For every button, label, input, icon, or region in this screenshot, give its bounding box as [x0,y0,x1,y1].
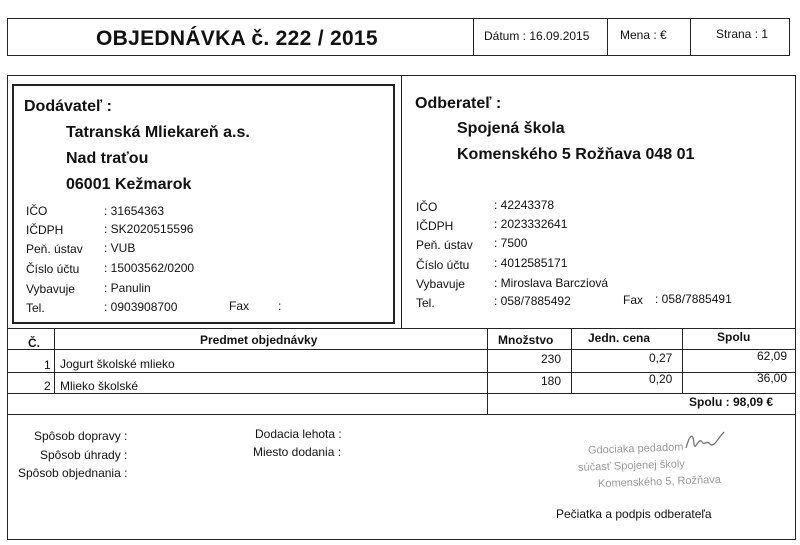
stamp-text-line-2: súčasť Spojenej školy [577,458,686,474]
customer-ico: : 42243378 [494,198,555,212]
row-2-unit-price: 0,20 [649,372,673,386]
supplier-contact: : Panulin [104,281,151,295]
page-title: OBJEDNÁVKA č. 222 / 2015 [96,27,378,50]
customer-address: Komenského 5 Rožňava 048 01 [457,146,695,163]
row-2-qty: 180 [541,374,562,388]
customer-contact: : Miroslava Barcziová [494,276,609,290]
customer-icdph: : 2023332641 [494,217,568,231]
payment-label: Spôsob úhrady : [40,448,128,462]
supplier-icdph-label: IČDPH [26,223,64,237]
row-1-no: 1 [44,358,51,372]
customer-bank: : 7500 [494,236,528,250]
customer-fax: : 058/7885491 [655,292,732,306]
supplier-contact-label: Vybavuje [26,282,75,296]
supplier-heading: Dodávateľ : [24,98,112,115]
table-col-line [571,328,572,393]
signature-scribble-icon [684,428,728,454]
supplier-fax: : [278,299,282,313]
supplier-bank-label: Peň. ústav [26,242,83,256]
supplier-street: Nad traťou [66,150,149,167]
supplier-account: : 15003562/0200 [104,261,195,275]
col-header-qty: Množstvo [498,333,554,347]
customer-heading: Odberateľ : [415,95,502,112]
customer-tel-label: Tel. [416,296,435,310]
row-2-total: 36,00 [757,371,788,385]
col-header-subject: Predmet objednávky [200,333,318,347]
col-header-no: Č. [28,336,40,350]
row-1-subject: Jogurt školské mlieko [60,357,175,371]
delivery-term-label: Dodacia lehota : [255,427,342,441]
supplier-icdph: : SK2020515596 [104,222,194,236]
customer-name: Spojená škola [457,120,565,137]
supplier-tel: : 0903908700 [104,300,178,314]
table-top-line [7,328,796,329]
table-col-line [487,328,488,414]
customer-bank-label: Peň. ústav [416,238,473,252]
signature-label: Pečiatka a podpis odberateľa [556,507,712,521]
supplier-ico-label: IČO [26,204,48,218]
delivery-place-label: Miesto dodania : [253,445,342,459]
table-header-line [7,349,796,350]
header-divider [607,18,608,56]
row-2-no: 2 [44,379,51,393]
customer-ico-label: IČO [416,200,438,214]
order-total: Spolu : 98,09 € [689,395,774,409]
row-2-subject: Mlieko školské [60,379,139,393]
customer-account: : 4012585171 [494,256,568,270]
customer-icdph-label: IČDPH [416,219,454,233]
col-header-unit-price: Jedn. cena [588,331,651,345]
header-divider [473,18,474,56]
customer-contact-label: Vybavuje [416,277,465,291]
party-divider [401,75,402,328]
supplier-tel-label: Tel. [26,301,45,315]
customer-account-label: Číslo účtu [416,258,470,272]
table-col-line [682,328,683,393]
supplier-account-label: Číslo účtu [26,262,80,276]
supplier-city: 06001 Kežmarok [66,176,192,193]
table-row-line [7,393,796,394]
supplier-bank: : VUB [104,241,136,255]
table-sum-line [7,414,796,415]
order-date: Dátum : 16.09.2015 [484,29,590,43]
supplier-fax-label: Fax [229,299,250,313]
table-col-line [54,328,55,393]
stamp-text-line-1: Gdociaka pedadom [587,441,684,457]
stamp-text-line-3: Komenského 5, Rožňava [597,473,722,491]
customer-tel: : 058/7885492 [494,294,571,308]
supplier-name: Tatranská Mliekareň a.s. [66,124,250,141]
currency: Mena : € [620,28,667,42]
customer-fax-label: Fax [623,293,644,307]
row-1-unit-price: 0,27 [649,351,673,365]
ordering-label: Spôsob objednania : [18,466,128,480]
row-1-total: 62,09 [757,349,788,363]
col-header-total: Spolu [717,330,751,344]
transport-label: Spôsob dopravy : [34,429,128,443]
header-divider [690,18,691,56]
supplier-ico: : 31654363 [104,204,165,218]
table-row-line [7,372,796,373]
row-1-qty: 230 [541,352,562,366]
page-number: Strana : 1 [716,27,769,41]
